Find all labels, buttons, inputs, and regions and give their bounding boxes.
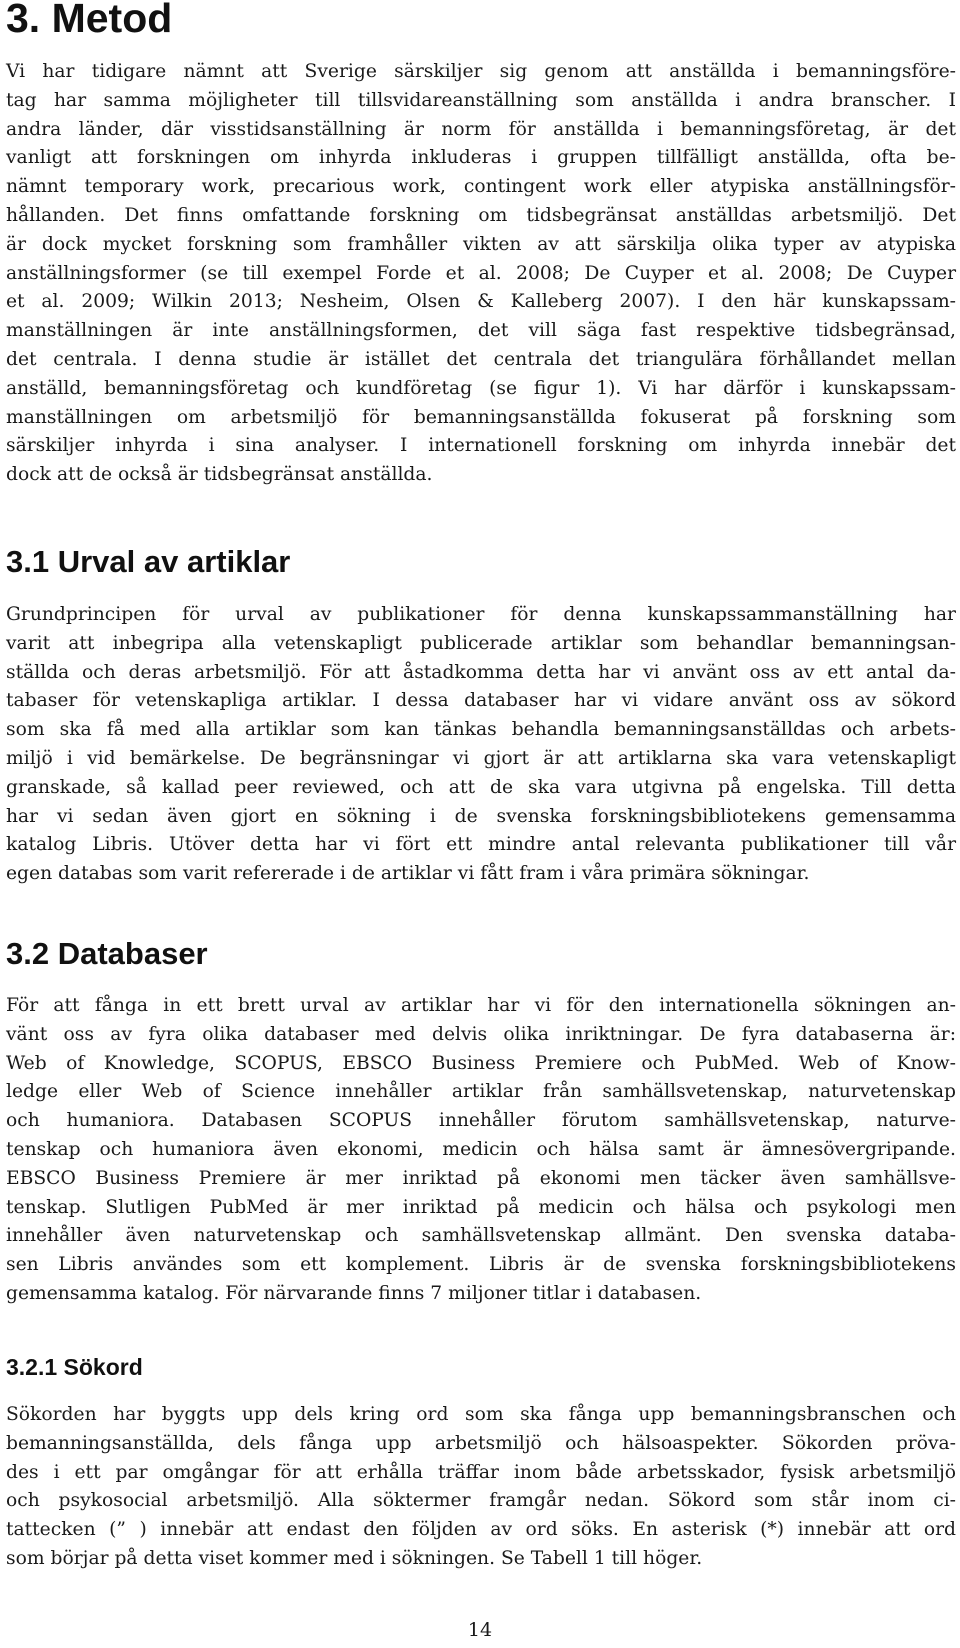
text-line: et al. 2009; Wilkin 2013; Nesheim, Olsen & Kalleberg 2007). I den här kunskapssam- [6, 291, 956, 313]
text-line: tenskap. Slutligen PubMed är mer inriktad på medicin och hälsa och psykologi men [6, 1196, 956, 1218]
text-line: För att fånga in ett brett urval av artiklar har vi för den internationella sökningen an- [6, 995, 956, 1016]
text-line: tattecken (” ) innebär att endast den följden av ord söks. En asterisk (*) innebär att ord [6, 1519, 956, 1541]
text-line: det centrala. I denna studie är istället det centrala det triangulära förhållandet mellan [6, 348, 956, 370]
text-line: Grundprincipen för urval av publikationer för denna kunskapssammanställning har [6, 604, 956, 625]
text-line: tabaser för vetenskapliga artiklar. I dessa databaser har vi vidare använt oss av sökord [6, 690, 956, 712]
text-line: Sökorden har byggts upp dels kring ord som ska fånga upp bemanningsbranschen och [6, 1404, 956, 1425]
text-line: manställningen är inte anställningsformen, det vill säga fast respektive tidsbegränsad, [6, 320, 956, 342]
paragraph-metod [6, 58, 956, 490]
text-line: Web of Knowledge, SCOPUS, EBSCO Business Premiere och PubMed. Web of Know- [6, 1052, 956, 1074]
page-number: 14 [467, 1619, 493, 1641]
text-line: manställningen om arbetsmiljö för bemanningsanställda fokuserat på forskning som [6, 406, 956, 428]
text-line: egen databas som varit refererade i de artiklar vi fått fram i våra primära sökningar. [6, 863, 810, 885]
text-line: sen Libris användes som ett komplement. Libris är de svenska forskningsbibliotekens [6, 1254, 956, 1276]
text-line: gemensamma katalog. För närvarande finns 7 miljoner titlar i databasen. [6, 1282, 702, 1304]
section-heading-databaser: 3.2 Databaser [6, 936, 208, 971]
text-line: är dock mycket forskning som framhåller vikten av att särskilja olika typer av atypiska [6, 233, 956, 255]
text-line: innehåller även naturvetenskap och samhällsvetenskap allmänt. Den svenska databa- [6, 1225, 956, 1247]
paragraph-databaser [6, 992, 956, 1309]
text-line: katalog Libris. Utöver detta har vi fört ett mindre antal relevanta publikationer till vår [6, 834, 956, 856]
text-line: ställda och deras arbetsmiljö. För att åstadkomma detta har vi använt oss av ett antal da- [6, 661, 956, 683]
text-line: har vi sedan även gjort en sökning i de svenska forskningsbibliotekens gemensamma [6, 805, 956, 827]
text-line: dock att de också är tidsbegränsat anställda. [6, 464, 433, 486]
text-line: andra länder, där visstidsanställning är norm för anställda i bemanningsföretag, är det [6, 118, 956, 140]
text-line: nämnt temporary work, precarious work, contingent work eller atypiska anställningsför- [6, 176, 956, 198]
text-line: tag har samma möjligheter till tillsvidareanställning som anställda i andra branscher. I [6, 89, 956, 111]
section-heading-urval: 3.1 Urval av artiklar [6, 544, 291, 579]
section-heading-metod: 3. Metod [6, 0, 173, 41]
text-line: som ska få med alla artiklar som kan tänkas behandla bemanningsanställdas och arbets- [6, 719, 956, 741]
paragraph-urval [6, 601, 956, 889]
text-line: miljö i vid bemärkelse. De begränsningar vi gjort är att artiklarna ska vara vetenskapligt [6, 747, 956, 769]
text-line: Vi har tidigare nämnt att Sverige särskiljer sig genom att anställda i bemanningsföre- [6, 61, 956, 82]
text-line: särskiljer inhyrda i sina analyser. I internationell forskning om inhyrda innebär det [6, 435, 956, 457]
paragraph-sokord [6, 1401, 956, 1574]
text-line: varit att inbegripa alla vetenskapligt publicerade artiklar som behandlar bemanningsan- [6, 632, 956, 654]
text-line: vänt oss av fyra olika databaser med delvis olika inriktningar. De fyra databaserna är: [6, 1023, 956, 1045]
text-line: granskade, så kallad peer reviewed, och att de ska vara utgivna på engelska. Till detta [6, 776, 956, 798]
text-line: och psykosocial arbetsmiljö. Alla söktermer framgår nedan. Sökord som står inom ci- [6, 1490, 956, 1512]
text-line: des i ett par omgångar för att erhålla träffar inom både arbetsskador, fysisk arbetsmiljö [6, 1461, 956, 1483]
text-line: EBSCO Business Premiere är mer inriktad på ekonomi men täcker även samhällsve- [6, 1167, 956, 1189]
text-line: som börjar på detta viset kommer med i sökningen. Se Tabell 1 till höger. [6, 1547, 703, 1569]
text-line: tenskap och humaniora även ekonomi, medicin och hälsa samt är ämnesövergripande. [6, 1138, 956, 1160]
text-line: hållanden. Det finns omfattande forskning om tidsbegränsat anställdas arbetsmiljö. Det [6, 204, 956, 226]
text-line: vanligt att forskningen om inhyrda inkluderas i gruppen tillfälligt anställda, ofta be- [6, 147, 956, 169]
subsection-heading-sokord: 3.2.1 Sökord [6, 1354, 143, 1380]
text-line: anställd, bemanningsföretag och kundföretag (se figur 1). Vi har därför i kunskapssam- [6, 377, 956, 399]
text-line: och humaniora. Databasen SCOPUS innehåller förutom samhällsvetenskap, naturve- [6, 1110, 956, 1132]
text-line: bemanningsanställda, dels fånga upp arbetsmiljö och hälsoaspekter. Sökorden pröva- [6, 1432, 956, 1454]
text-line: anställningsformer (se till exempel Forde et al. 2008; De Cuyper et al. 2008; De Cuyper [6, 262, 956, 284]
text-line: ledge eller Web of Science innehåller artiklar från samhällsvetenskap, naturvetenskap [6, 1081, 956, 1103]
